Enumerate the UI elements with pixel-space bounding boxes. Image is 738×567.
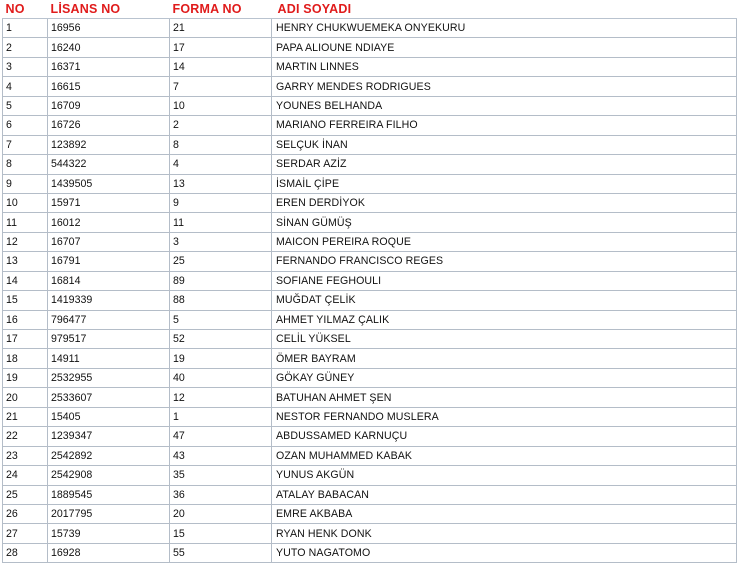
cell-full-name: SİNAN GÜMÜŞ — [272, 213, 737, 232]
table-row — [3, 543, 737, 562]
cell-license-no: 1439505 — [48, 174, 170, 193]
cell-shirt-no: 21 — [170, 19, 272, 38]
cell-license-no: 1419339 — [48, 291, 170, 310]
table-row — [3, 252, 737, 271]
table-row — [3, 349, 737, 368]
cell-full-name: MARIANO FERREIRA FILHO — [272, 116, 737, 135]
table-row — [3, 155, 737, 174]
cell-full-name: HENRY CHUKWUEMEKA ONYEKURU — [272, 19, 737, 38]
cell-full-name: YUNUS AKGÜN — [272, 466, 737, 485]
table-row — [3, 407, 737, 426]
table-row — [3, 291, 737, 310]
cell-shirt-no: 43 — [170, 446, 272, 465]
cell-shirt-no: 4 — [170, 155, 272, 174]
cell-no: 7 — [3, 135, 48, 154]
table-row — [3, 213, 737, 232]
player-table — [2, 0, 737, 563]
table-row — [3, 193, 737, 212]
cell-license-no: 16814 — [48, 271, 170, 290]
table-row — [3, 135, 737, 154]
cell-full-name: OZAN MUHAMMED KABAK — [272, 446, 737, 465]
cell-no: 3 — [3, 57, 48, 76]
cell-license-no: 2532955 — [48, 368, 170, 387]
cell-full-name: SERDAR AZİZ — [272, 155, 737, 174]
cell-shirt-no: 10 — [170, 96, 272, 115]
cell-license-no: 2533607 — [48, 388, 170, 407]
cell-shirt-no: 88 — [170, 291, 272, 310]
table-row — [3, 485, 737, 504]
table-row — [3, 116, 737, 135]
cell-no: 6 — [3, 116, 48, 135]
cell-no: 12 — [3, 232, 48, 251]
cell-shirt-no: 1 — [170, 407, 272, 426]
cell-shirt-no: 36 — [170, 485, 272, 504]
cell-full-name: AHMET YILMAZ ÇALIK — [272, 310, 737, 329]
cell-no: 13 — [3, 252, 48, 271]
cell-license-no: 14911 — [48, 349, 170, 368]
cell-shirt-no: 47 — [170, 427, 272, 446]
cell-shirt-no: 8 — [170, 135, 272, 154]
cell-full-name: YUTO NAGATOMO — [272, 543, 737, 562]
cell-license-no: 16012 — [48, 213, 170, 232]
cell-shirt-no: 7 — [170, 77, 272, 96]
table-body — [3, 19, 737, 563]
cell-no: 15 — [3, 291, 48, 310]
cell-no: 10 — [3, 193, 48, 212]
cell-license-no: 979517 — [48, 330, 170, 349]
header-no: NO — [3, 0, 48, 19]
table-row — [3, 524, 737, 543]
cell-full-name: ATALAY BABACAN — [272, 485, 737, 504]
table-row — [3, 232, 737, 251]
cell-no: 5 — [3, 96, 48, 115]
cell-no: 21 — [3, 407, 48, 426]
cell-full-name: GARRY MENDES RODRIGUES — [272, 77, 737, 96]
cell-full-name: EMRE AKBABA — [272, 504, 737, 523]
cell-full-name: GÖKAY GÜNEY — [272, 368, 737, 387]
cell-full-name: MARTIN LINNES — [272, 57, 737, 76]
cell-license-no: 16707 — [48, 232, 170, 251]
cell-shirt-no: 52 — [170, 330, 272, 349]
cell-license-no: 15405 — [48, 407, 170, 426]
cell-full-name: İSMAİL ÇİPE — [272, 174, 737, 193]
cell-no: 22 — [3, 427, 48, 446]
cell-full-name: SOFIANE FEGHOULI — [272, 271, 737, 290]
cell-no: 2 — [3, 38, 48, 57]
cell-shirt-no: 89 — [170, 271, 272, 290]
cell-license-no: 2542908 — [48, 466, 170, 485]
cell-no: 16 — [3, 310, 48, 329]
cell-no: 20 — [3, 388, 48, 407]
cell-full-name: MUĞDAT ÇELİK — [272, 291, 737, 310]
cell-full-name: ÖMER BAYRAM — [272, 349, 737, 368]
cell-no: 24 — [3, 466, 48, 485]
cell-license-no: 796477 — [48, 310, 170, 329]
cell-no: 27 — [3, 524, 48, 543]
header-license-no: LİSANS NO — [48, 0, 170, 19]
table-row — [3, 330, 737, 349]
cell-no: 11 — [3, 213, 48, 232]
cell-full-name: MAICON PEREIRA ROQUE — [272, 232, 737, 251]
cell-no: 18 — [3, 349, 48, 368]
table-row — [3, 96, 737, 115]
cell-license-no: 2542892 — [48, 446, 170, 465]
table-row — [3, 466, 737, 485]
cell-shirt-no: 35 — [170, 466, 272, 485]
cell-no: 1 — [3, 19, 48, 38]
cell-license-no: 15739 — [48, 524, 170, 543]
cell-shirt-no: 25 — [170, 252, 272, 271]
cell-no: 26 — [3, 504, 48, 523]
table-row — [3, 427, 737, 446]
cell-full-name: ABDUSSAMED KARNUÇU — [272, 427, 737, 446]
table-row — [3, 19, 737, 38]
table-row — [3, 504, 737, 523]
cell-license-no: 16709 — [48, 96, 170, 115]
table-row — [3, 310, 737, 329]
cell-license-no: 15971 — [48, 193, 170, 212]
cell-shirt-no: 20 — [170, 504, 272, 523]
cell-license-no: 544322 — [48, 155, 170, 174]
cell-no: 25 — [3, 485, 48, 504]
cell-full-name: SELÇUK İNAN — [272, 135, 737, 154]
cell-license-no: 1889545 — [48, 485, 170, 504]
table-row — [3, 271, 737, 290]
cell-no: 23 — [3, 446, 48, 465]
table-row — [3, 38, 737, 57]
cell-full-name: EREN DERDİYOK — [272, 193, 737, 212]
cell-shirt-no: 5 — [170, 310, 272, 329]
cell-shirt-no: 3 — [170, 232, 272, 251]
table-row — [3, 77, 737, 96]
table-row — [3, 368, 737, 387]
cell-shirt-no: 17 — [170, 38, 272, 57]
cell-full-name: RYAN HENK DONK — [272, 524, 737, 543]
table-row — [3, 446, 737, 465]
cell-license-no: 16371 — [48, 57, 170, 76]
table-row — [3, 174, 737, 193]
cell-license-no: 16956 — [48, 19, 170, 38]
cell-license-no: 1239347 — [48, 427, 170, 446]
cell-no: 8 — [3, 155, 48, 174]
cell-license-no: 16615 — [48, 77, 170, 96]
cell-no: 4 — [3, 77, 48, 96]
cell-full-name: NESTOR FERNANDO MUSLERA — [272, 407, 737, 426]
cell-shirt-no: 13 — [170, 174, 272, 193]
cell-full-name: PAPA ALIOUNE NDIAYE — [272, 38, 737, 57]
cell-shirt-no: 2 — [170, 116, 272, 135]
table-row — [3, 388, 737, 407]
cell-shirt-no: 14 — [170, 57, 272, 76]
cell-license-no: 16240 — [48, 38, 170, 57]
cell-no: 9 — [3, 174, 48, 193]
cell-full-name: CELİL YÜKSEL — [272, 330, 737, 349]
cell-no: 28 — [3, 543, 48, 562]
cell-shirt-no: 12 — [170, 388, 272, 407]
cell-shirt-no: 15 — [170, 524, 272, 543]
cell-shirt-no: 9 — [170, 193, 272, 212]
cell-no: 19 — [3, 368, 48, 387]
cell-shirt-no: 40 — [170, 368, 272, 387]
cell-full-name: YOUNES BELHANDA — [272, 96, 737, 115]
cell-no: 17 — [3, 330, 48, 349]
header-shirt-no: FORMA NO — [170, 0, 272, 19]
cell-license-no: 123892 — [48, 135, 170, 154]
player-list-document — [2, 0, 736, 563]
table-header-row — [3, 0, 737, 19]
table-row — [3, 57, 737, 76]
cell-license-no: 16928 — [48, 543, 170, 562]
cell-license-no: 16726 — [48, 116, 170, 135]
cell-license-no: 16791 — [48, 252, 170, 271]
cell-full-name: FERNANDO FRANCISCO REGES — [272, 252, 737, 271]
cell-shirt-no: 19 — [170, 349, 272, 368]
cell-license-no: 2017795 — [48, 504, 170, 523]
cell-no: 14 — [3, 271, 48, 290]
cell-shirt-no: 55 — [170, 543, 272, 562]
header-full-name: ADI SOYADI — [272, 0, 737, 19]
cell-shirt-no: 11 — [170, 213, 272, 232]
cell-full-name: BATUHAN AHMET ŞEN — [272, 388, 737, 407]
